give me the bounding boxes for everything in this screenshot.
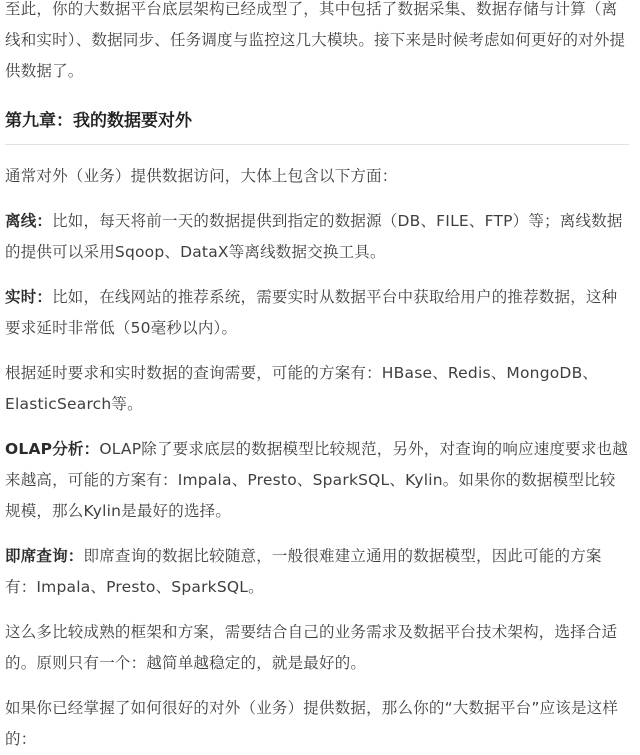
olap-text: OLAP除了要求底层的数据模型比较规范，另外，对查询的响应速度要求也越来越高，可能的方案有：Impala、Presto、SparkSQL、Kylin。如果你的数据模型比较规模，那么Kylin是最好的选择。 xyxy=(5,440,628,520)
realtime-paragraph xyxy=(5,282,629,344)
realtime-term: 实时： xyxy=(5,288,53,306)
closing-paragraph: 如果你已经掌握了如何很好的对外（业务）提供数据，那么你的“大数据平台”应该是这样的： xyxy=(5,699,619,748)
principle-paragraph: 这么多比较成熟的框架和方案，需要结合自己的业务需求及数据平台技术架构，选择合适的。原则只有一个：越简单越稳定的，就是最好的。 xyxy=(5,623,618,672)
offline-term: 离线： xyxy=(5,212,53,230)
adhoc-text: 即席查询的数据比较随意，一般很难建立通用的数据模型，因此可能的方案有：Impala、Presto、SparkSQL。 xyxy=(5,547,602,596)
offline-paragraph xyxy=(5,206,629,268)
latency-options-paragraph: 根据延时要求和实时数据的查询需要，可能的方案有：HBase、Redis、MongoDB、ElasticSearch等。 xyxy=(5,364,599,413)
olap-paragraph xyxy=(5,434,629,527)
olap-term: OLAP分析： xyxy=(5,440,100,458)
offline-text: 比如，每天将前一天的数据提供到指定的数据源（DB、FILE、FTP）等；离线数据的提供可以采用Sqoop、DataX等离线数据交换工具。 xyxy=(5,212,623,261)
overview-paragraph: 通常对外（业务）提供数据访问，大体上包含以下方面： xyxy=(5,167,398,185)
chapter-heading: 第九章：我的数据要对外 xyxy=(5,107,629,145)
adhoc-term: 即席查询： xyxy=(5,547,84,565)
realtime-text: 比如，在线网站的推荐系统，需要实时从数据平台中获取给用户的推荐数据，这种要求延时非常低（50毫秒以内）。 xyxy=(5,288,618,337)
intro-paragraph: 至此，你的大数据平台底层架构已经成型了，其中包括了数据采集、数据存储与计算（离线和实时）、数据同步、任务调度与监控这几大模块。接下来是时候考虑如何更好的对外提供数据了。 xyxy=(5,0,626,80)
adhoc-paragraph xyxy=(5,541,629,603)
